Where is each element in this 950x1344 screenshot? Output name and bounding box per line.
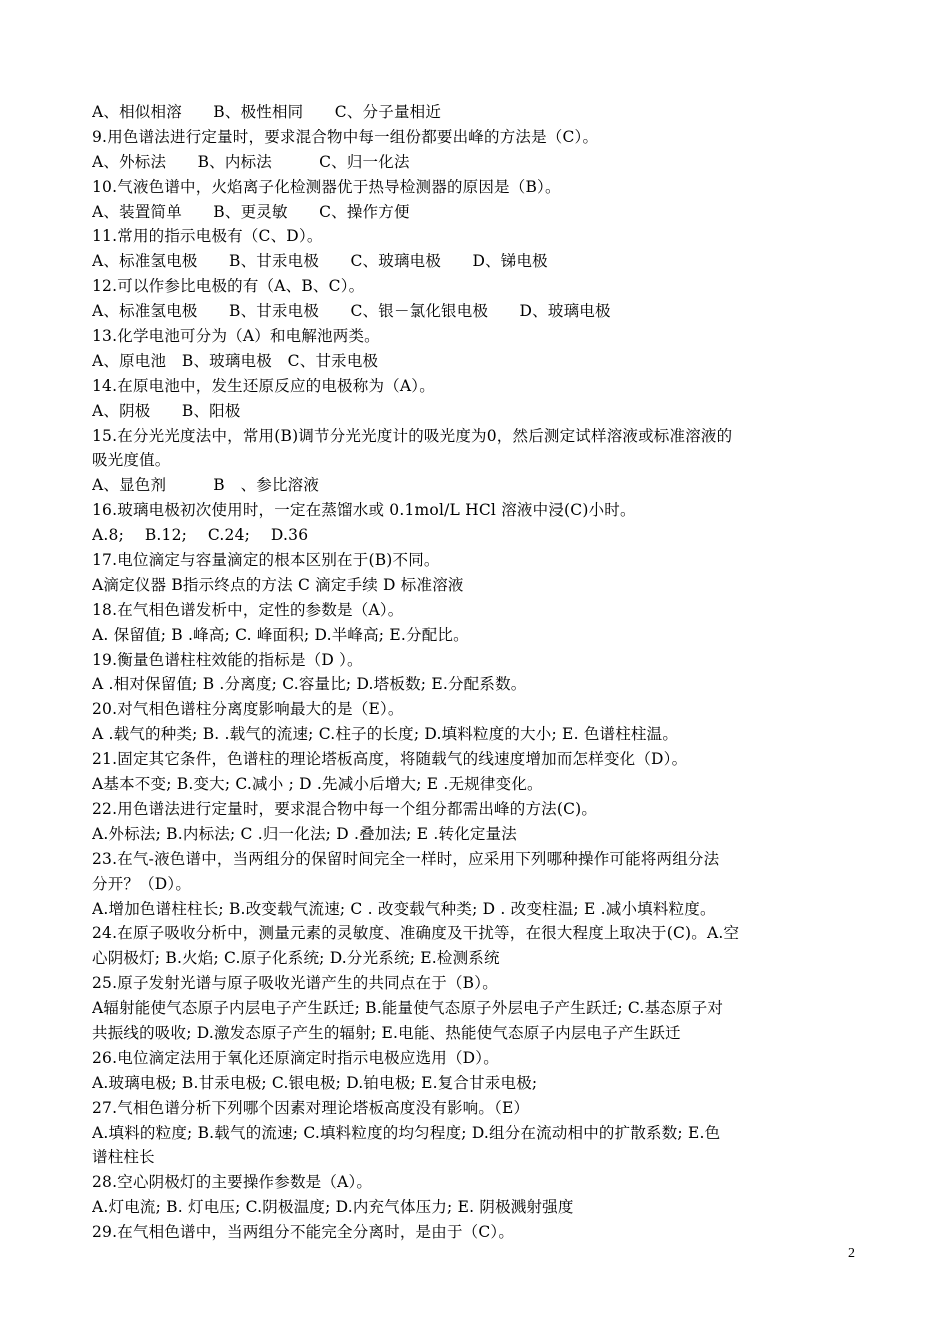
text-line: 22.用色谱法进行定量时，要求混合物中每一个组分都需出峰的方法(C)。 — [92, 799, 598, 818]
question-text-block — [92, 100, 862, 1245]
text-line: A、相似相溶 B、极性相同 C、分子量相近 — [92, 103, 442, 121]
text-line: A. 保留值; B .峰高; C. 峰面积; D.半峰高; E.分配比。 — [92, 625, 469, 644]
text-line: 10.气液色谱中，火焰离子化检测器优于热导检测器的原因是（B）。 — [92, 177, 561, 196]
text-line: 25.原子发射光谱与原子吸收光谱产生的共同点在于（B）。 — [92, 974, 498, 993]
text-line: A、标准氢电极 B、甘汞电极 C、玻璃电极 D、锑电极 — [92, 252, 548, 271]
text-line: A.玻璃电极; B.甘汞电极; C.银电极; D.铂电极; E.复合甘汞电极; — [92, 1073, 538, 1092]
text-line: 28.空心阴极灯的主要操作参数是（A）。 — [92, 1173, 373, 1192]
text-line: 27.气相色谱分析下列哪个因素对理论塔板高度没有影响。（E） — [92, 1098, 530, 1117]
text-line: 18.在气相色谱发析中，定性的参数是（A）。 — [92, 600, 404, 619]
text-line: 9.用色谱法进行定量时，要求混合物中每一组份都要出峰的方法是（C）。 — [92, 127, 599, 146]
text-line: 26.电位滴定法用于氧化还原滴定时指示电极应选用（D）。 — [92, 1048, 499, 1067]
text-line: A、原电池 B、玻璃电极 C、甘汞电极 — [92, 351, 379, 370]
text-line: A.8; B.12; C.24; D.36 — [92, 526, 309, 545]
text-line: A.外标法; B.内标法; C .归一化法; D .叠加法; E .转化定量法 — [92, 824, 517, 843]
text-line: 谱柱柱长 — [92, 1148, 155, 1167]
text-line: 14.在原电池中，发生还原反应的电极称为（A）。 — [92, 376, 435, 395]
text-line: A、显色剂 B 、参比溶液 — [92, 476, 320, 495]
text-line: 16.玻璃电极初次使用时，一定在蒸馏水或 0.1mol/L HCl 溶液中浸(C)小时。 — [92, 501, 636, 520]
text-line: A.填料的粒度; B.载气的流速; C.填料粒度的均匀程度; D.组分在流动相中的扩散系数; E.色 — [92, 1123, 721, 1142]
text-line: 分开？（D）。 — [92, 874, 192, 893]
text-line: A、阴极 B、阳极 — [92, 401, 241, 420]
text-line: 23.在气-液色谱中，当两组分的保留时间完全一样时，应采用下列哪种操作可能将两组分法 — [92, 849, 720, 868]
text-line: A滴定仪器 B指示终点的方法 C 滴定手续 D 标准溶液 — [92, 575, 464, 594]
text-line: 吸光度值。 — [92, 451, 171, 470]
text-line: A.增加色谱柱柱长; B.改变载气流速; C . 改变载气种类; D . 改变柱温; E .减小填料粒度。 — [92, 899, 716, 918]
text-line: 11.常用的指示电极有（C、D）。 — [92, 227, 323, 246]
page-number: 2 — [848, 1246, 855, 1261]
text-line: A .载气的种类; B. .载气的流速; C.柱子的长度; D.填料粒度的大小; E. 色谱柱柱温。 — [92, 725, 679, 744]
text-line: 21.固定其它条件，色谱柱的理论塔板高度，将随载气的线速度增加而怎样变化（D）。 — [92, 750, 688, 769]
text-line: A、装置简单 B、更灵敏 C、操作方便 — [92, 202, 410, 221]
text-line: A .相对保留值; B .分离度; C.容量比; D.塔板数; E.分配系数。 — [92, 675, 527, 694]
text-line: A.灯电流; B. 灯电压; C.阴极温度; D.内充气体压力; E. 阴极溅射强度 — [92, 1198, 574, 1217]
text-line: 共振线的吸收; D.激发态原子产生的辐射; E.电能、热能使气态原子内层电子产生跃迁 — [92, 1023, 681, 1042]
text-line: 24.在原子吸收分析中，测量元素的灵敏度、准确度及干扰等，在很大程度上取决于(C)。A.空 — [92, 924, 740, 943]
text-line: A、标准氢电极 B、甘汞电极 C、银－氯化银电极 D、玻璃电极 — [92, 302, 611, 321]
text-line: 13.化学电池可分为（A）和电解池两类。 — [92, 327, 380, 346]
text-line: 20.对气相色谱柱分离度影响最大的是（E）。 — [92, 700, 404, 719]
text-line: 12.可以作参比电极的有（A、B、C）。 — [92, 277, 365, 296]
text-line: 心阴极灯; B.火焰; C.原子化系统; D.分光系统; E.检测系统 — [92, 949, 500, 968]
text-line: 19.衡量色谱柱柱效能的指标是（D ）。 — [92, 650, 363, 669]
text-line: 29.在气相色谱中，当两组分不能完全分离时，是由于（C）。 — [92, 1223, 515, 1242]
text-line: 15.在分光光度法中，常用(B)调节分光光度计的吸光度为0，然后测定试样溶液或标准溶液的 — [92, 426, 733, 445]
text-line: 17.电位滴定与容量滴定的根本区别在于(B)不同。 — [92, 551, 440, 570]
text-line: A、外标法 B、内标法 C、归一化法 — [92, 152, 410, 171]
text-line: A辐射能使气态原子内层电子产生跃迁; B.能量使气态原子外层电子产生跃迁; C.基态原子对 — [92, 999, 724, 1018]
text-line: A基本不变; B.变大; C.减小 ; D .先减小后增大; E .无规律变化。 — [92, 775, 543, 794]
